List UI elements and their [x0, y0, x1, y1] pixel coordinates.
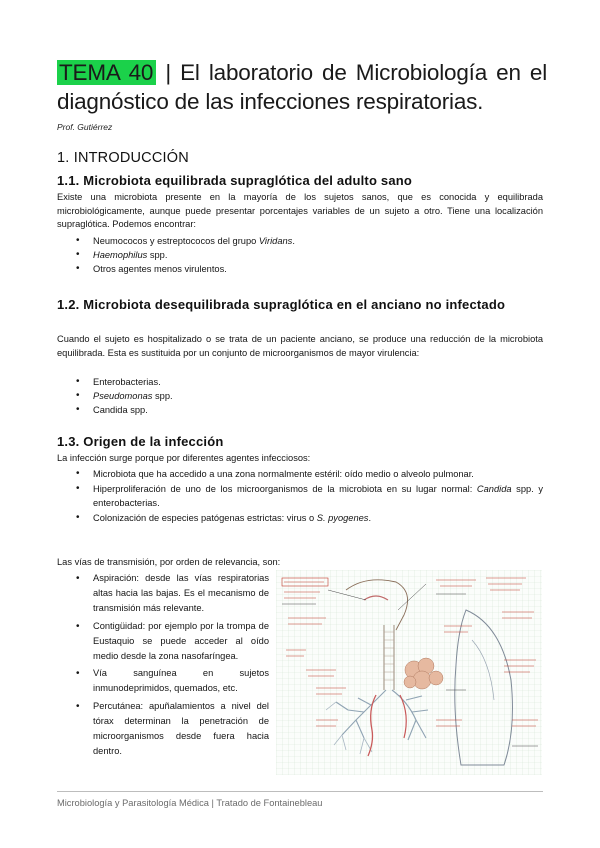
list-item: • Hiperproliferación de uno de los microorganismos de la microbiota en su lugar normal: Candida spp. y enterobacterias. — [76, 482, 543, 511]
list-item: • Enterobacterias. — [76, 375, 543, 389]
topic-number-highlight: TEMA 40 — [57, 60, 156, 85]
title-text: El laboratorio de Microbiología en el diagnóstico de las infecciones respiratorias. — [57, 60, 547, 114]
transmission-routes-list — [76, 571, 269, 759]
list-item: • Haemophilus spp. — [76, 248, 543, 262]
footer-divider — [57, 791, 543, 792]
paragraph-1-3: La infección surge porque por diferentes agentes infecciosos: — [57, 453, 311, 463]
list-item: • Pseudomonas spp. — [76, 389, 543, 403]
author: Prof. Gutiérrez — [57, 122, 113, 132]
page-footer: Microbiología y Parasitología Médica | Tratado de Fontainebleau — [57, 798, 323, 808]
list-item: • Neumococos y estreptococos del grupo Viridans. — [76, 234, 543, 248]
subsection-heading-1-1: 1.1. Microbiota equilibrada supraglótica del adulto sano — [57, 173, 413, 188]
respiratory-tract-sketch — [276, 570, 542, 775]
paragraph-1-2: Cuando el sujeto es hospitalizado o se trata de un paciente anciano, se produce una reducción de la microbiota equilibrada. Esta es sustituida por un conjunto de microorganismos de mayor virulencia: — [57, 334, 543, 358]
list-item: • Candida spp. — [76, 403, 543, 417]
list-item: • Aspiración: desde las vías respiratorias altas hacia las bajas. Es el mecanismo de transmisión más relevante. — [76, 571, 269, 617]
title-separator: | — [165, 60, 171, 85]
page-title — [57, 58, 547, 116]
list-1-2 — [76, 375, 543, 418]
paragraph-1-1: Existe una microbiota presente en la mayoría de los sujetos sanos, que es conocida y equilibrada microbiológicamente, aunque puede presentar porcentajes variables de un sujeto a otro. Tiene una localización supraglótica. Podemos encontrar: — [57, 192, 543, 229]
subsection-heading-1-2: 1.2. Microbiota desequilibrada supraglótica en el anciano no infectado — [57, 297, 506, 312]
subsection-heading-1-3: 1.3. Origen de la infección — [57, 434, 224, 449]
list-1-1 — [76, 234, 543, 277]
list-item: • Percutánea: apuñalamientos a nivel del tórax determinan la penetración de microorganismos desde fuera hacia dentro. — [76, 699, 269, 760]
list-item: • Otros agentes menos virulentos. — [76, 262, 543, 276]
list-item: • Vía sanguínea en sujetos inmunodeprimidos, quemados, etc. — [76, 666, 269, 696]
list-item: • Microbiota que ha accedido a una zona normalmente estéril: oído medio o alveolo pulmonar. — [76, 467, 543, 482]
list-item: • Colonización de especies patógenas estrictas: virus o S. pyogenes. — [76, 511, 543, 526]
list-item: • Contigüidad: por ejemplo por la trompa de Eustaquio se puede acceder al oído medio desde la zona nasofaríngea. — [76, 619, 269, 665]
section-heading-introduction: 1. INTRODUCCIÓN — [57, 150, 189, 166]
list-1-3 — [76, 467, 543, 525]
routes-intro: Las vías de transmisión, por orden de relevancia, son: — [57, 557, 281, 567]
